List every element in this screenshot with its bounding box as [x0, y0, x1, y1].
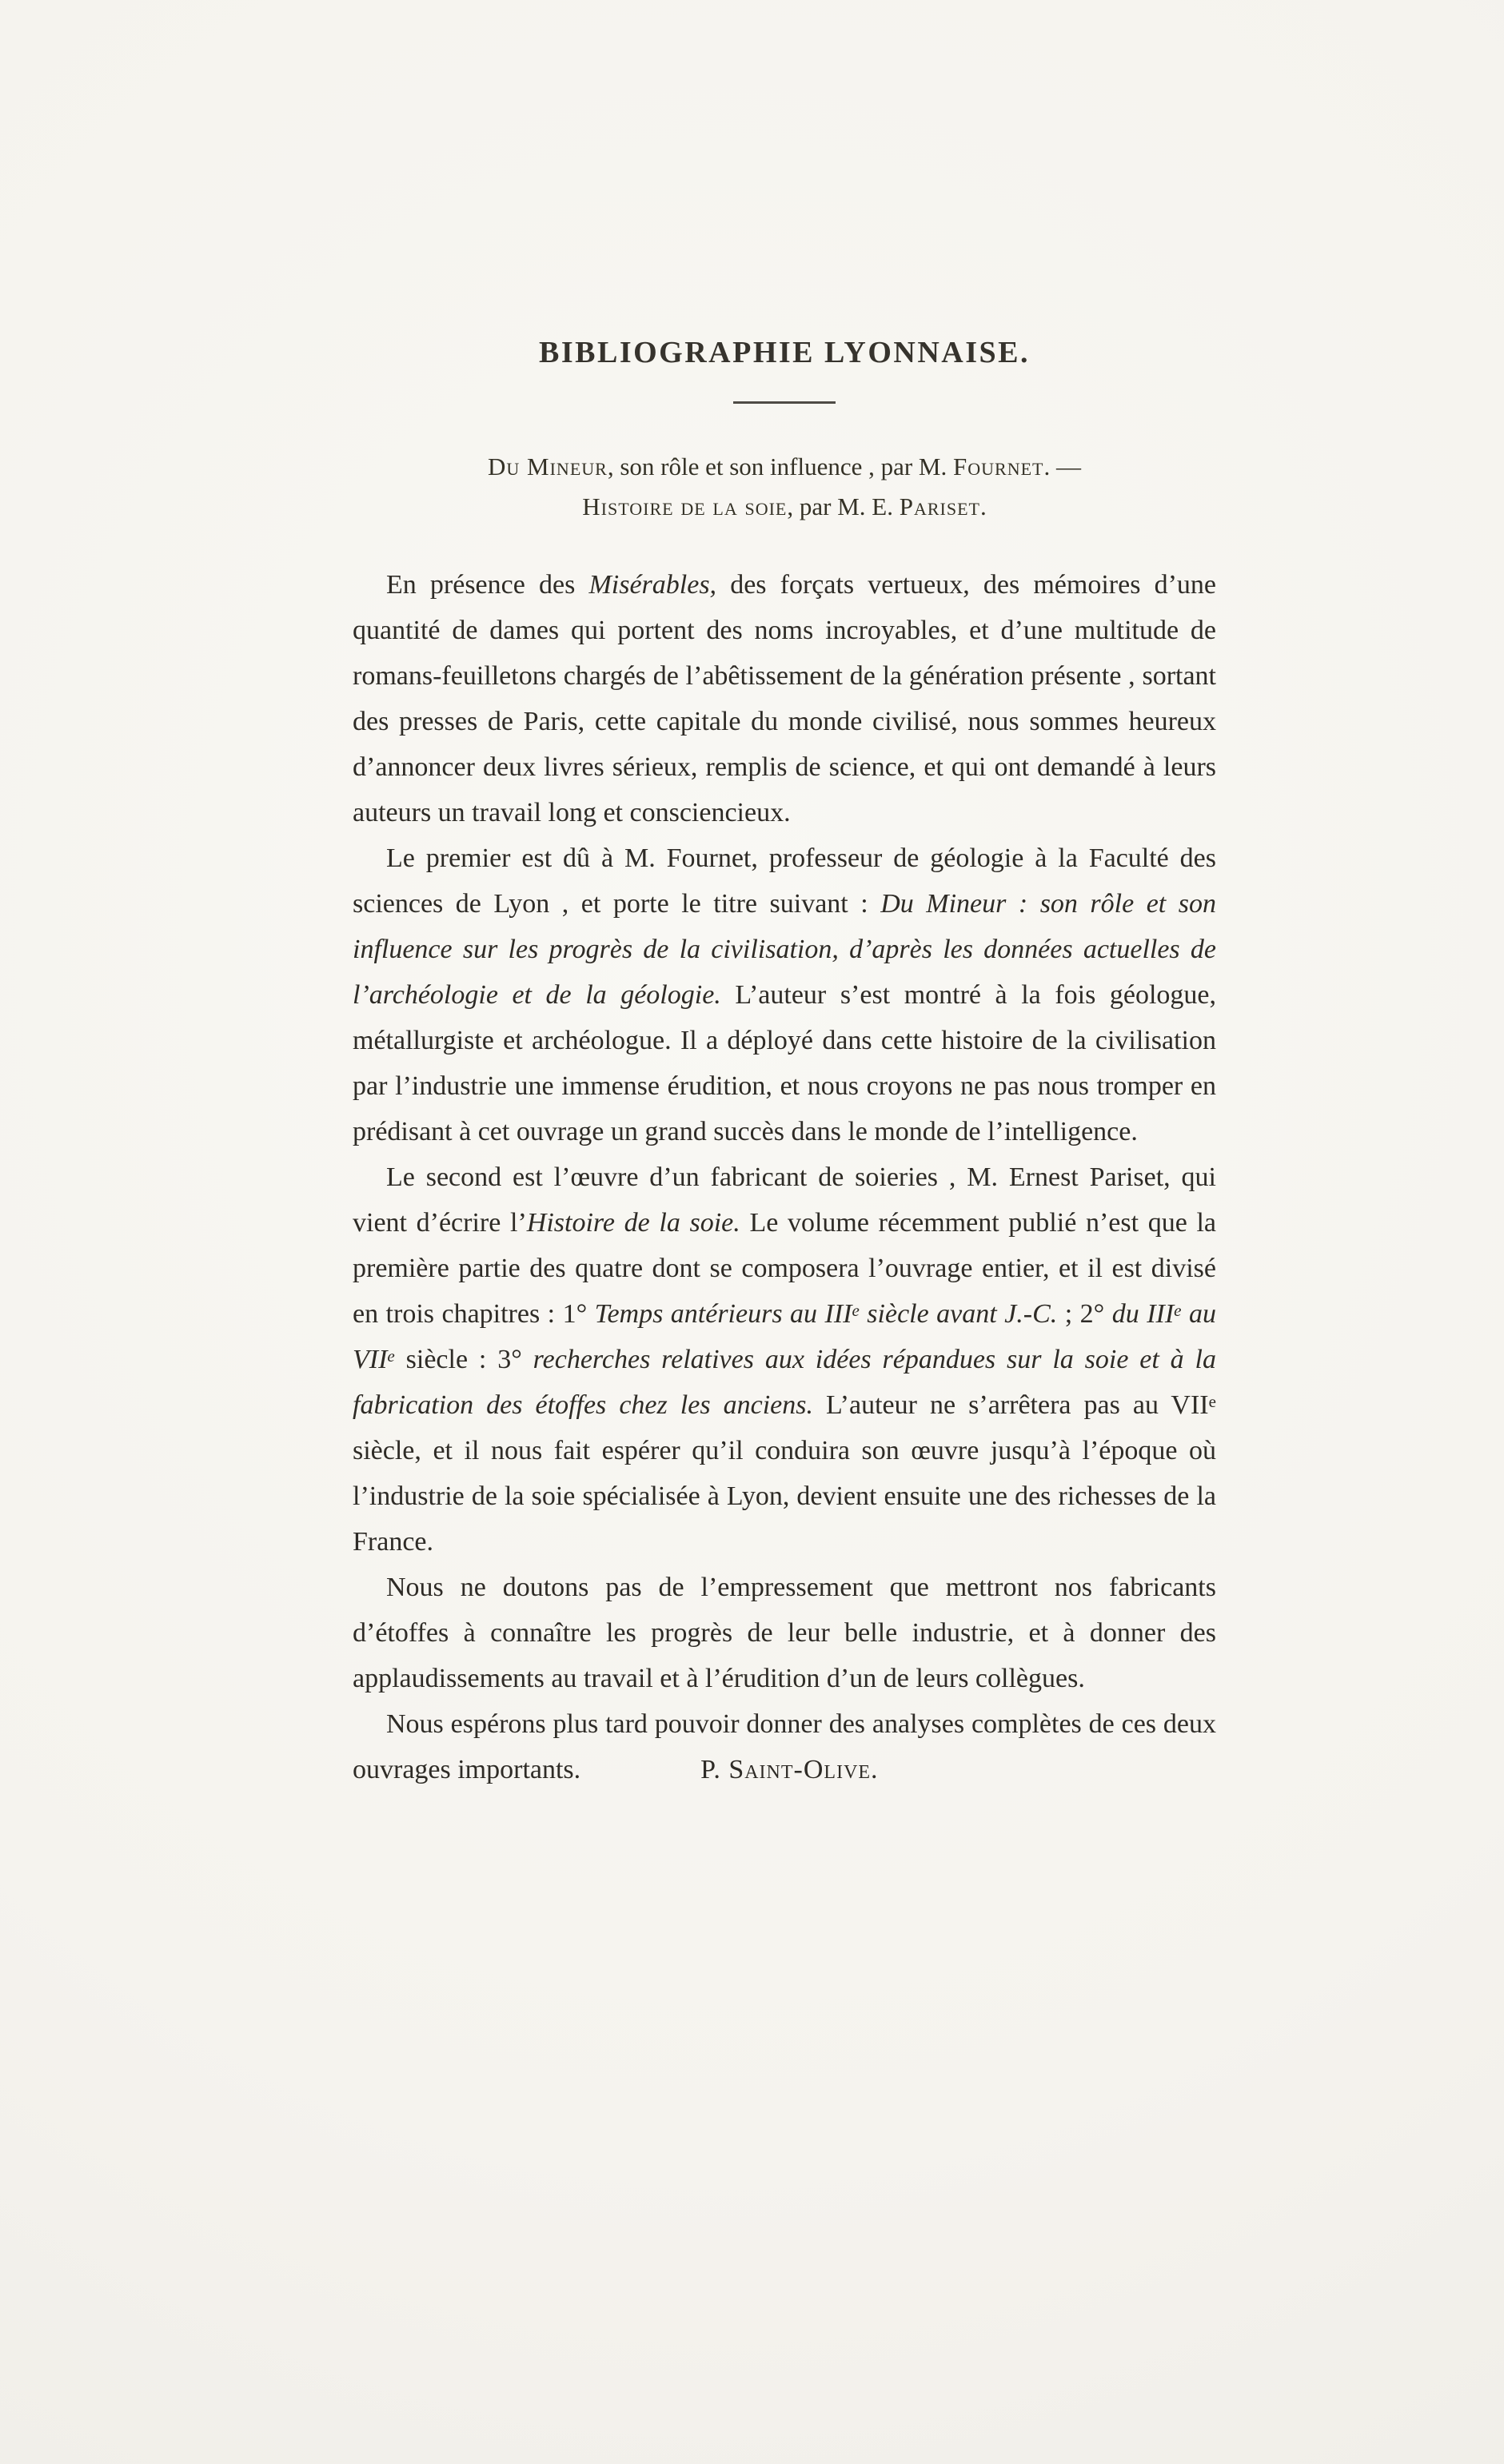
text-segment: Histoire de la soie	[582, 492, 788, 520]
paragraph	[353, 1565, 1216, 1701]
article-body	[353, 562, 1216, 1792]
paragraph	[353, 835, 1216, 1154]
text-segment: e	[1174, 1301, 1182, 1320]
text-segment: e	[852, 1301, 860, 1320]
text-segment: L’auteur s’est montré à la fois géologue, métallurgiste et archéologue. Il a déployé dans cette histoire de la civilisation par l’industrie une immense érudition, et nous croyons ne pas nous tromper en prédisant à cet ouvrage un grand succès dans le monde de l’intelligence.	[353, 980, 1216, 1146]
text-segment: Temps antérieurs au III	[594, 1299, 852, 1329]
text-segment: Du Mineur	[488, 453, 608, 480]
text-segment: .	[979, 492, 987, 520]
text-segment: Histoire de la soie.	[526, 1208, 740, 1238]
text-segment: siècle avant J.-C.	[859, 1299, 1058, 1329]
text-segment: recherches relatives aux idées répandues sur la soie et à la fabrication des étoffes chez les anciens.	[353, 1345, 1216, 1420]
text-segment: Misérables,	[588, 570, 717, 600]
text-segment: Du Mineur : son rôle et son influence sur les progrès de la civilisation, d’après les données actuelles de l’archéologie et de la géologie.	[353, 889, 1216, 1010]
text-segment: e	[387, 1346, 395, 1366]
text-segment: e	[1208, 1392, 1216, 1411]
text-segment: , son rôle et son influence , par M.	[607, 453, 953, 480]
text-segment: du III	[1111, 1299, 1175, 1329]
page-title: BIBLIOGRAPHIE LYONNAISE.	[539, 336, 1030, 369]
text-segment: Fournet	[953, 453, 1044, 480]
signature: P. Saint-Olive.	[700, 1755, 879, 1784]
text-segment: Pariset	[899, 492, 980, 520]
text-segment: siècle : 3°	[394, 1345, 533, 1374]
text-segment: Le premier est dû à M. Fournet, professeur de géologie à la Faculté des sciences de Lyon , et porte le titre suivant :	[353, 843, 1216, 919]
text-segment: siècle, et il nous fait espérer qu’il conduira son œuvre jusqu’à l’époque où l’industrie de la soie spécialisée à Lyon, devient ensuite une des richesses de la France.	[353, 1436, 1216, 1557]
text-segment: des forçats vertueux, des mémoires d’une quantité de dames qui portent des noms incroyables, et d’une multitude de romans-feuilletons chargés de l’abêtissement de la génération présente , sortant des presses de Paris, cette capitale du monde civilisé, nous sommes heureux d’annoncer deux livres sérieux, remplis de science, et qui ont demandé à leurs auteurs un travail long et consciencieux.	[353, 570, 1216, 827]
text-segment: Le second est l’œuvre d’un fabricant de soieries , M. Ernest Pariset, qui vient d’écrire l’	[353, 1162, 1216, 1238]
text-segment: Le volume récemment publié n’est que la première partie des quatre dont se composera l’ouvrage entier, et il est divisé en trois chapitres : 1°	[353, 1208, 1217, 1329]
text-segment: . —	[1043, 453, 1081, 480]
text-column	[353, 334, 1216, 1792]
text-segment: , par M. E.	[787, 492, 900, 520]
paragraph	[353, 1701, 1216, 1792]
text-segment: Nous ne doutons pas de l’empressement que mettront nos fabricants d’étoffes à connaître les progrès de leur belle industrie, et à donner des applaudissements au travail et à l’érudition d’un de leurs collègues.	[353, 1573, 1216, 1693]
article-header	[353, 447, 1216, 527]
text-segment: L’auteur ne s’arrêtera pas au VII	[812, 1390, 1209, 1420]
paragraph	[353, 1154, 1216, 1565]
text-segment: au VII	[353, 1299, 1216, 1374]
text-segment: Nous espérons plus tard pouvoir donner des analyses complètes de ces deux ouvrages importants.	[353, 1709, 1216, 1784]
paragraph	[353, 562, 1216, 835]
text-segment: En présence des	[386, 570, 589, 600]
title-divider	[733, 401, 836, 404]
text-segment: ; 2°	[1057, 1299, 1112, 1329]
